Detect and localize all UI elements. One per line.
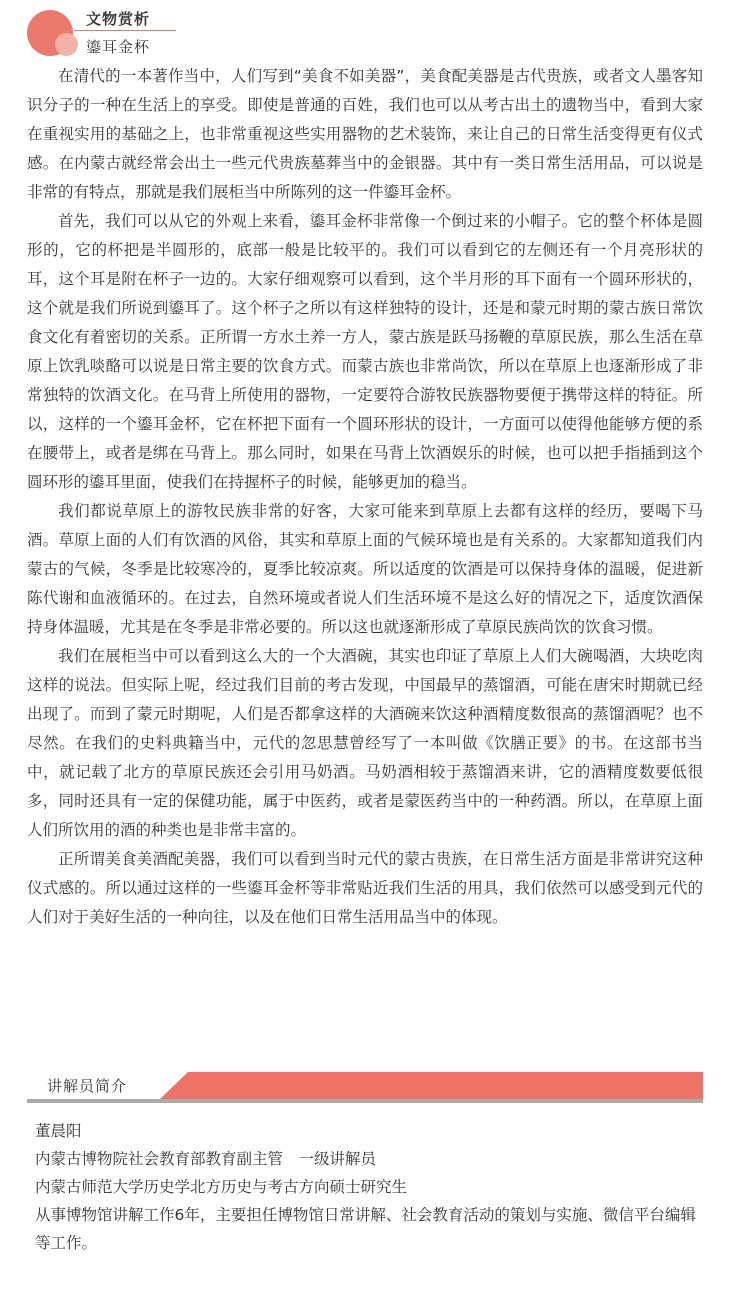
article-paragraph: 我们在展柜当中可以看到这么大的一个大酒碗，其实也印证了草原上人们大碗喝酒，大块吃肉这样的说法。但实际上呢，经过我们目前的考古发现，中国最早的蒸馏酒，可能在唐宋时期就已经出现了。而到了蒙元时期呢，人们是否都拿这样的大酒碗来饮这种酒精度数很高的蒸馏酒呢？也不尽然。在我们的史料典籍当中，元代的忽思慧曾经写了一本叫做《饮膳正要》的书。在这部书当中，就记载了北方的草原民族还会引用马奶酒。马奶酒相较于蒸馏酒来讲，它的酒精度数要低很多，同时还具有一定的保健功能，属于中医药，或者是蒙医药当中的一种药酒。所以，在草原上面人们所饮用的酒的种类也是非常丰富的。 [27, 647, 703, 839]
guide-name: 董晨阳 [35, 1122, 82, 1140]
bio-header-divider [27, 1099, 703, 1103]
guide-bio [35, 1117, 703, 1257]
section-label: 文物赏析 [86, 10, 151, 28]
bio-header-band [160, 1072, 703, 1099]
decorative-circle-small [55, 33, 78, 56]
section-header [0, 0, 730, 70]
article-paragraph: 正所谓美食美酒配美器，我们可以看到当时元代的蒙古贵族，在日常生活方面是非常讲究这种仪式感的。所以通过这样的一些鎏耳金杯等非常贴近我们生活的用具，我们依然可以感受到元代的人们对于美好生活的一种向往，以及在他们日常生活用品当中的体现。 [27, 850, 703, 926]
article-body [27, 62, 703, 932]
article-paragraph: 在清代的一本著作当中，人们写到“美食不如美器”，美食配美器是古代贵族，或者文人墨客知识分子的一种在生活上的享受。即使是普通的百姓，我们也可以从考古出土的遗物当中，看到大家在重视实用的基础之上，也非常重视这些实用器物的艺术装饰，来让自己的日常生活变得更有仪式感。在内蒙古就经常会出土一些元代贵族墓葬当中的金银器。其中有一类日常生活用品，可以说是非常的有特点，那就是我们展柜当中所陈列的这一件鎏耳金杯。 [27, 67, 703, 201]
guide-experience: 从事博物馆讲解工作6年，主要担任博物馆日常讲解、社会教育活动的策划与实施、微信平台编辑等工作。 [35, 1206, 696, 1252]
guide-title: 内蒙古博物院社会教育部教育副主管 一级讲解员 [35, 1150, 377, 1168]
bio-section-header [27, 1072, 703, 1104]
article-title: 鎏耳金杯 [86, 38, 151, 56]
article-paragraph: 首先，我们可以从它的外观上来看，鎏耳金杯非常像一个倒过来的小帽子。它的整个杯体是圆形的，它的杯把是半圆形的，底部一般是比较平的。我们可以看到它的左侧还有一个月亮形状的耳，这个耳是附在杯子一边的。大家仔细观察可以看到，这个半月形的耳下面有一个圆环形状的，这个就是我们所说到鎏耳了。这个杯子之所以有这样独特的设计，还是和蒙元时期的蒙古族日常饮食文化有着密切的关系。正所谓一方水土养一方人，蒙古族是跃马扬鞭的草原民族，那么生活在草原上饮乳啖酪可以说是日常主要的饮食方式。而蒙古族也非常尚饮，所以在草原上也逐渐形成了非常独特的饮酒文化。在马背上所使用的器物，一定要符合游牧民族器物要便于携带这样的特征。所以，这样的一个鎏耳金杯，它在杯把下面有一个圆环形状的设计，一方面可以使得他能够方便的系在腰带上，或者是绑在马背上。那么同时，如果在马背上饮酒娱乐的时候，也可以把手指插到这个圆环形的鎏耳里面，使我们在持握杯子的时候，能够更加的稳当。 [27, 212, 703, 491]
header-divider [74, 30, 176, 31]
guide-education: 内蒙古师范大学历史学北方历史与考古方向硕士研究生 [35, 1178, 408, 1196]
article-paragraph: 我们都说草原上的游牧民族非常的好客，大家可能来到草原上去都有这样的经历，要喝下马酒。草原上面的人们有饮酒的风俗，其实和草原上面的气候环境也是有关系的。大家都知道我们内蒙古的气候，冬季是比较寒冷的，夏季比较凉爽。所以适度的饮酒是可以保持身体的温暖，促进新陈代谢和血液循环的。在过去，自然环境或者说人们生活环境不是这么好的情况之下，适度饮酒保持身体温暖，尤其是在冬季是非常必要的。所以这也就逐渐形成了草原民族尚饮的饮食习惯。 [27, 502, 703, 636]
bio-section-label: 讲解员简介 [47, 1077, 128, 1095]
